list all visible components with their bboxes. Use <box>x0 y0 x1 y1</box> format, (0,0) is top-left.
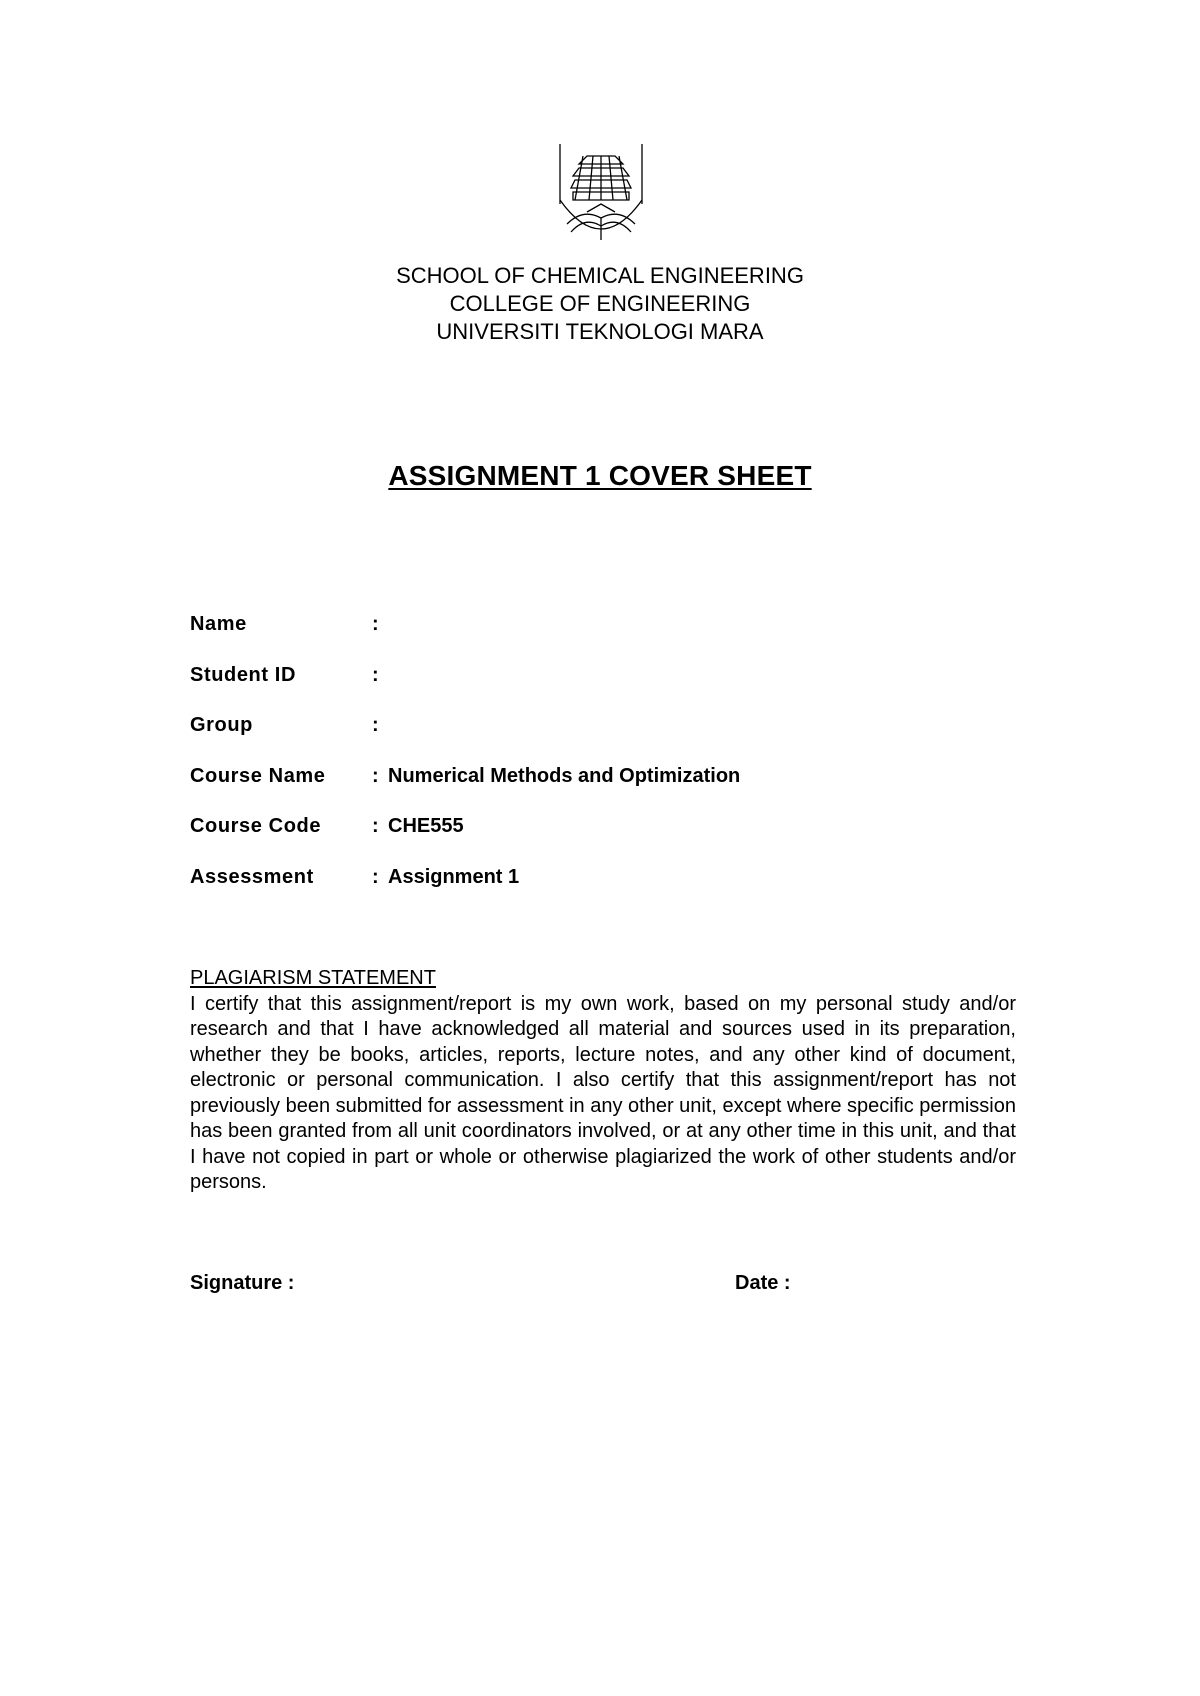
group-colon: : <box>372 714 379 736</box>
field-row-course-code <box>190 812 990 863</box>
field-row-assessment <box>190 863 990 914</box>
assessment-value: Assignment 1 <box>388 865 520 888</box>
plagiarism-body: I certify that this assignment/report is my own work, based on my personal study and/or research and that I have acknowledged all material and sources used in its preparation, whether they be books, articles, reports, lecture notes, and any other kind of document, electronic or personal communication. I also certify that this assignment/report has not previously been submitted for assessment in any other unit, except where specific permission has been granted from all unit coordinators involved, or at any other time in this unit, and that I have not copied in part or whole or otherwise plagiarized the work of other students and/or persons. <box>190 992 1016 1193</box>
course-name-colon: : <box>372 764 379 787</box>
field-row-name <box>190 610 990 661</box>
field-row-course-name <box>190 762 990 813</box>
field-row-student-id <box>190 661 990 712</box>
university-name: UNIVERSITI TEKNOLOGI MARA <box>436 319 764 344</box>
field-row-group <box>190 711 990 762</box>
student-id-colon: : <box>372 663 379 686</box>
course-name-value: Numerical Methods and Optimization <box>388 764 741 787</box>
assessment-label: Assessment <box>190 865 314 888</box>
assessment-colon: : <box>372 865 379 888</box>
name-colon: : <box>372 613 379 635</box>
course-code-label: Course Code <box>190 815 322 837</box>
course-name-label: Course Name <box>190 764 326 787</box>
university-logo <box>557 142 645 250</box>
college-name: COLLEGE OF ENGINEERING <box>449 291 751 316</box>
course-code-colon: : <box>372 815 379 837</box>
student-details <box>190 610 990 913</box>
student-id-label: Student ID <box>190 663 296 686</box>
school-name: SCHOOL OF CHEMICAL ENGINEERING <box>396 263 804 288</box>
signature-label: Signature : <box>190 1272 295 1294</box>
university-crest-icon <box>557 142 645 250</box>
institution-header <box>0 262 1200 346</box>
course-code-value: CHE555 <box>388 815 464 837</box>
date-label: Date : <box>735 1272 791 1294</box>
page-title: ASSIGNMENT 1 COVER SHEET <box>388 460 812 491</box>
group-label: Group <box>190 714 253 736</box>
plagiarism-statement <box>190 966 1016 1196</box>
plagiarism-heading: PLAGIARISM STATEMENT <box>190 967 436 989</box>
name-label: Name <box>190 613 247 635</box>
